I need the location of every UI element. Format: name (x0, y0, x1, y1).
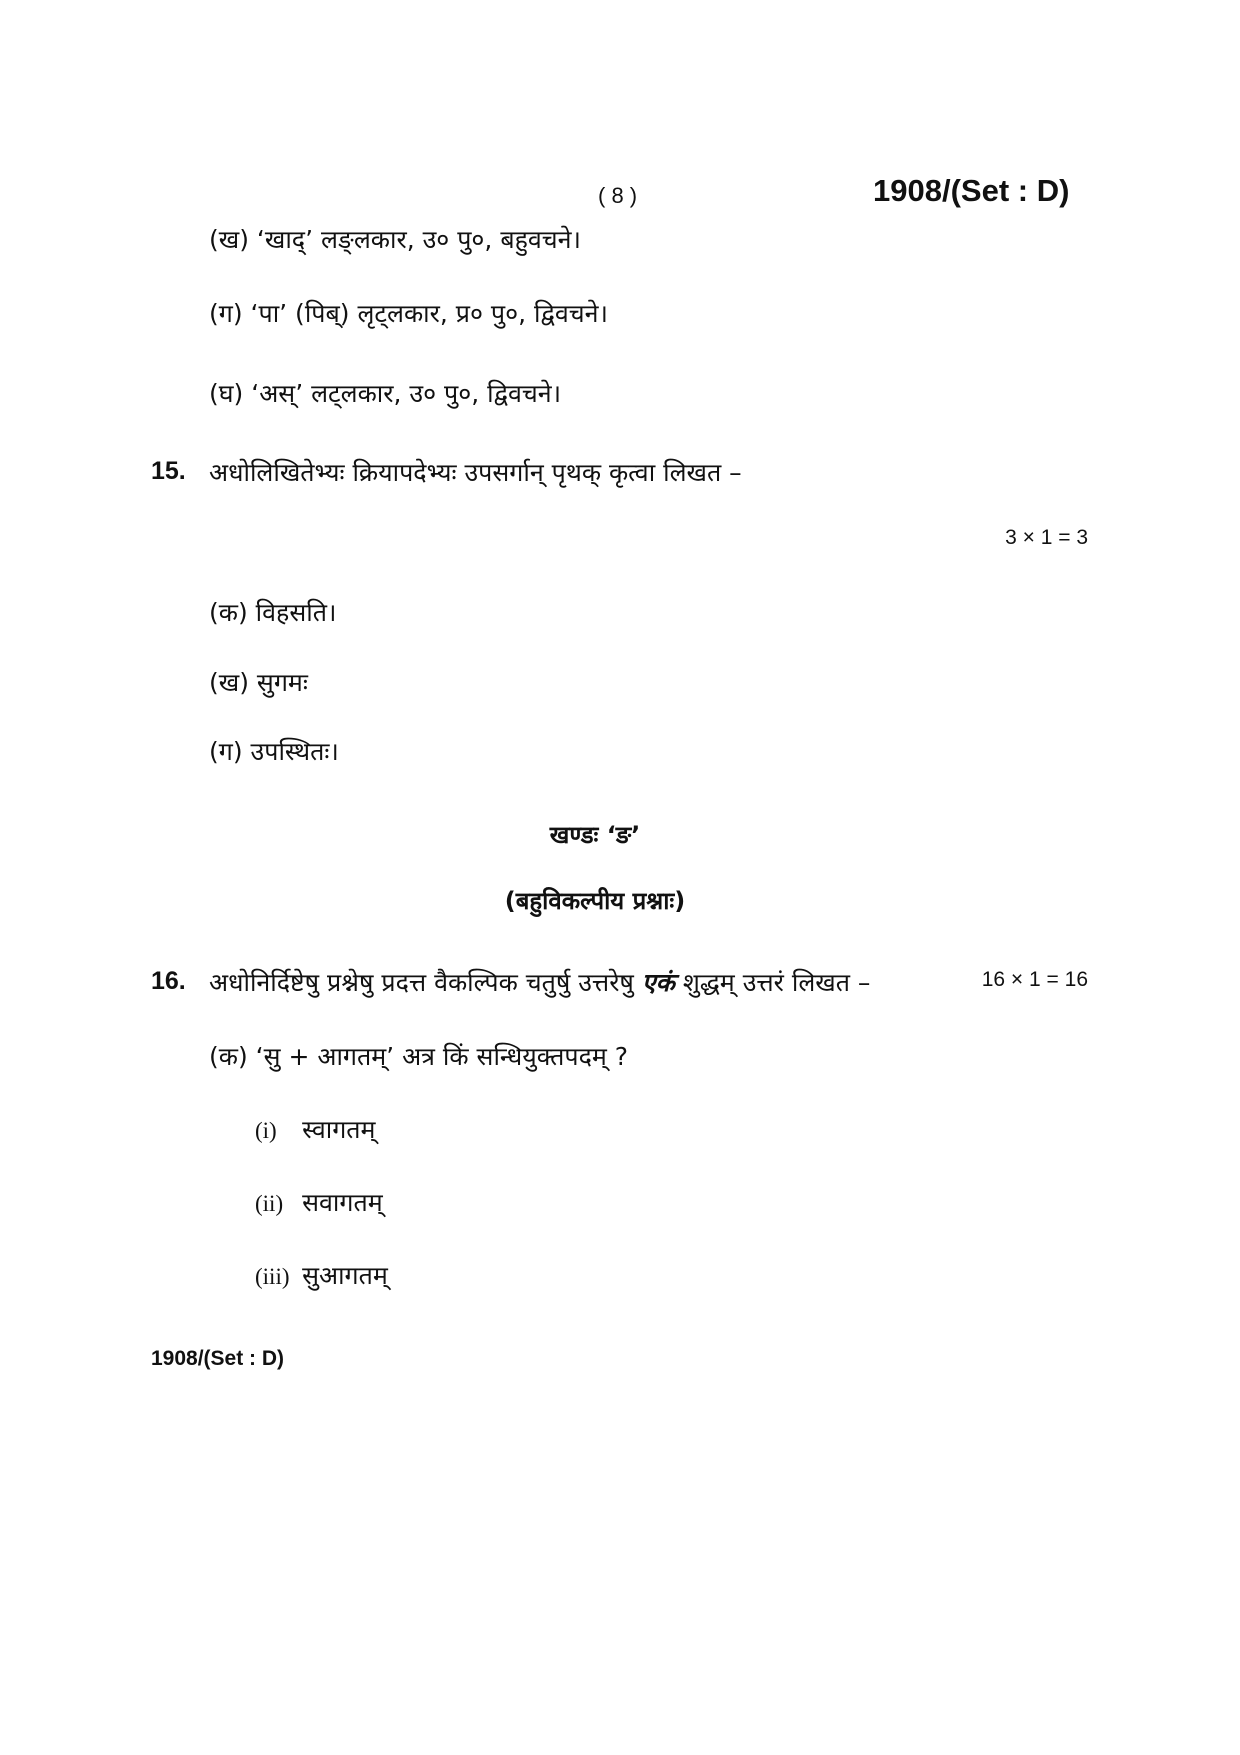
q16-marks: 16 × 1 = 16 (981, 968, 1088, 991)
q14-item-gha (209, 376, 561, 410)
q16-number: 16. (151, 967, 186, 995)
q14-item-label: (ग) (209, 299, 243, 328)
section-subtitle: (बहुविकल्पीय प्रश्नाः) (504, 887, 686, 915)
q15-item-text: उपस्थितः। (250, 737, 339, 766)
page-number: ( 8 ) (598, 183, 638, 208)
option-label: (ii) (255, 1191, 284, 1216)
q15-item-text: सुगमः (256, 668, 308, 697)
option-text: सवागतम् (302, 1188, 383, 1217)
section-title: खण्डः ‘ङ’ (549, 821, 641, 849)
q15-item-kha (209, 665, 308, 699)
q16-text-emphasis: एकं (641, 968, 675, 997)
q14-item-label: (ख) (209, 225, 249, 254)
q16-sub-text: ‘सु + आगतम्’ अत्र किं सन्धियुक्तपदम् ? (255, 1042, 629, 1071)
q15-item-label: (क) (209, 598, 248, 627)
q14-item-text: ‘खाद्’ लङ्लकार, उ० पु०, बहुवचने। (256, 225, 581, 254)
q14-item-label: (घ) (209, 379, 244, 408)
q15-item-label: (ख) (209, 668, 249, 697)
q14-item-text: ‘पा’ (पिब्) लृट्लकार, प्र० पु०, द्विवचने। (250, 299, 609, 328)
q16-option-ii (255, 1185, 383, 1219)
q16-option-i (255, 1112, 375, 1146)
q16-text-before: अधोनिर्दिष्टेषु प्रश्नेषु प्रदत्त वैकल्पिक चतुर्षु उत्तरेषु (209, 968, 634, 997)
q16-text-after: शुद्धम् उत्तरं लिखत – (682, 968, 871, 997)
q14-item-kha (209, 222, 581, 256)
q15-item-label: (ग) (209, 737, 243, 766)
q15-item-text: विहसति। (255, 598, 337, 627)
paper-code-header: 1908/(Set : D) (873, 173, 1070, 208)
q15-marks: 3 × 1 = 3 (1005, 526, 1088, 549)
q16-option-iii (255, 1258, 388, 1292)
q14-item-ga (209, 296, 608, 330)
q15-item-ka (209, 595, 336, 629)
q15-item-ga (209, 734, 339, 768)
q16-sub-ka (209, 1039, 628, 1073)
q15-number: 15. (151, 457, 186, 485)
q15-text: अधोलिखितेभ्यः क्रियापदेभ्यः उपसर्गान् पृथक् कृत्वा लिखत – (209, 458, 742, 487)
q14-item-text: ‘अस्’ लट्लकार, उ० पु०, द्विवचने। (251, 379, 562, 408)
option-label: (i) (255, 1118, 277, 1143)
paper-code-footer: 1908/(Set : D) (151, 1347, 285, 1370)
option-text: स्वागतम् (302, 1115, 376, 1144)
q16-sub-label: (क) (209, 1042, 248, 1071)
q16-text (209, 965, 870, 999)
option-label: (iii) (255, 1264, 290, 1289)
option-text: सुआगतम् (302, 1261, 388, 1290)
